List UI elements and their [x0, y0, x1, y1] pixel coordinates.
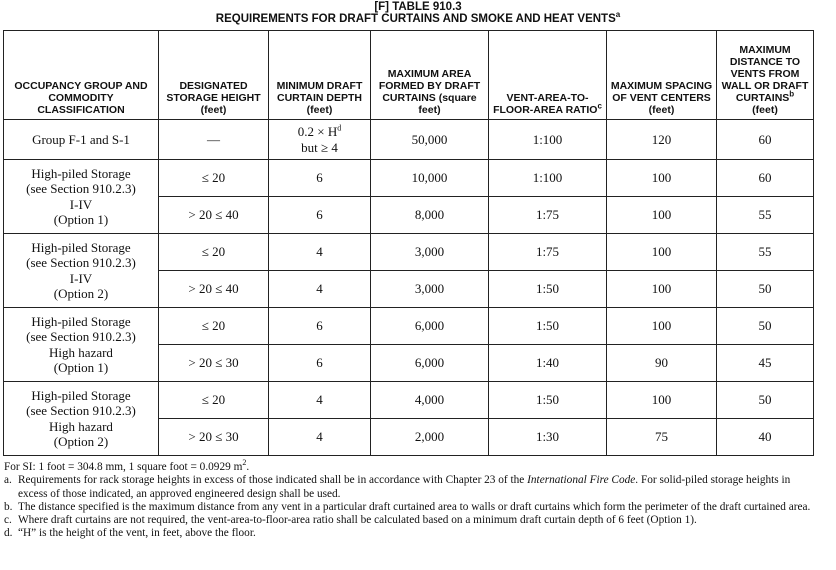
header-max-distance-footnote-ref: b	[789, 89, 795, 99]
vent-ratio-cell: 1:75	[489, 197, 607, 234]
header-occupancy: OCCUPANCY GROUP AND COMMODITY CLASSIFICATION	[4, 31, 159, 120]
curtain-depth-cell: 4	[269, 234, 371, 271]
max-spacing-cell: 100	[607, 308, 717, 345]
curtain-depth-cell: 6	[269, 197, 371, 234]
storage-height-cell: > 20 ≤ 30	[159, 419, 269, 456]
storage-height-cell: —	[159, 120, 269, 160]
header-vent-ratio-text: VENT-AREA-TO-FLOOR-AREA RATIO	[493, 92, 598, 116]
storage-height-cell: ≤ 20	[159, 382, 269, 419]
occupancy-line: (Option 2)	[53, 434, 109, 449]
vent-ratio-cell: 1:50	[489, 308, 607, 345]
occupancy-line: (see Section 910.2.3)	[26, 329, 136, 344]
header-max-distance-unit: (feet)	[752, 104, 778, 116]
max-area-cell: 3,000	[371, 271, 489, 308]
header-curtain-depth: MINIMUM DRAFT CURTAIN DEPTH (feet)	[269, 31, 371, 120]
occupancy-line: (see Section 910.2.3)	[26, 181, 136, 196]
footnote-label: b.	[4, 500, 13, 513]
occupancy-cell	[4, 160, 159, 234]
footnote-b-text: The distance specified is the maximum distance from any vent in a particular draft curtained area to walls or draft curtains which form the perimeter of the draft curtained area.	[18, 500, 811, 513]
curtain-depth-footnote-ref: d	[337, 123, 342, 133]
max-spacing-cell: 100	[607, 160, 717, 197]
max-area-cell: 4,000	[371, 382, 489, 419]
footnote-d-text: “H” is the height of the vent, in feet, above the floor.	[18, 527, 256, 540]
occupancy-line: High hazard	[49, 344, 113, 360]
vent-ratio-cell: 1:40	[489, 345, 607, 382]
occupancy-line: (Option 2)	[53, 286, 109, 301]
curtain-depth-line1: 0.2 × H	[297, 124, 338, 139]
max-distance-cell: 45	[717, 345, 814, 382]
max-distance-cell: 60	[717, 160, 814, 197]
footnotes	[4, 458, 812, 541]
curtain-depth-cell: 6	[269, 308, 371, 345]
footnote-d	[4, 527, 812, 540]
requirements-table	[3, 30, 814, 456]
footnote-si-text: For SI: 1 foot = 304.8 mm, 1 square foot = 0.0929 m	[4, 461, 243, 473]
max-area-cell: 2,000	[371, 419, 489, 456]
table-subtitle-footnote-ref: a	[615, 10, 621, 20]
header-max-area: MAXIMUM AREA FORMED BY DRAFT CURTAINS (square feet)	[371, 31, 489, 120]
footnote-b	[4, 501, 812, 514]
storage-height-cell: ≤ 20	[159, 308, 269, 345]
table-row	[4, 382, 814, 419]
max-area-cell: 3,000	[371, 234, 489, 271]
occupancy-line: High-piled Storage	[31, 313, 131, 329]
curtain-depth-cell: 6	[269, 345, 371, 382]
occupancy-cell: Group F-1 and S-1	[4, 120, 159, 160]
occupancy-line: I-IV	[69, 196, 93, 212]
occupancy-cell	[4, 234, 159, 308]
footnote-label: c.	[4, 514, 12, 527]
storage-height-cell: > 20 ≤ 30	[159, 345, 269, 382]
max-distance-cell: 55	[717, 234, 814, 271]
vent-ratio-cell: 1:100	[489, 160, 607, 197]
header-vent-ratio-footnote-ref: c	[597, 101, 602, 111]
max-area-cell: 10,000	[371, 160, 489, 197]
vent-ratio-cell: 1:75	[489, 234, 607, 271]
header-max-distance-text: MAXIMUM DISTANCE TO VENTS FROM WALL OR DRAFT CURTAINS	[721, 44, 809, 104]
table-subtitle-text: REQUIREMENTS FOR DRAFT CURTAINS AND SMOKE AND HEAT VENTS	[215, 13, 616, 25]
occupancy-line: I-IV	[69, 270, 93, 286]
vent-ratio-cell: 1:50	[489, 271, 607, 308]
footnote-a-text-2: . For solid-piled storage heights in excess of those indicated, an approved engineered design shall be used.	[18, 474, 791, 500]
max-area-cell: 50,000	[371, 120, 489, 160]
occupancy-line: High-piled Storage	[31, 165, 131, 181]
vent-ratio-cell: 1:50	[489, 382, 607, 419]
table-subtitle	[0, 10, 836, 25]
footnote-c	[4, 514, 812, 527]
table-title: [F] TABLE 910.3	[374, 1, 462, 13]
footnote-si-sup: 2	[242, 458, 247, 468]
storage-height-cell: > 20 ≤ 40	[159, 271, 269, 308]
max-area-cell: 6,000	[371, 345, 489, 382]
storage-height-cell: > 20 ≤ 40	[159, 197, 269, 234]
footnote-si	[4, 458, 812, 474]
curtain-depth-cell: 4	[269, 271, 371, 308]
max-area-cell: 6,000	[371, 308, 489, 345]
storage-height-cell: ≤ 20	[159, 160, 269, 197]
header-row	[4, 31, 814, 120]
max-distance-cell: 50	[717, 382, 814, 419]
footnote-label: d.	[4, 527, 13, 540]
storage-height-cell: ≤ 20	[159, 234, 269, 271]
table-row	[4, 120, 814, 160]
max-distance-cell: 60	[717, 120, 814, 160]
max-spacing-cell: 100	[607, 197, 717, 234]
max-spacing-cell: 100	[607, 234, 717, 271]
header-max-spacing: MAXIMUM SPACING OF VENT CENTERS (feet)	[607, 31, 717, 120]
max-spacing-cell: 120	[607, 120, 717, 160]
occupancy-line: High-piled Storage	[31, 387, 131, 403]
max-distance-cell: 50	[717, 308, 814, 345]
max-distance-cell: 55	[717, 197, 814, 234]
occupancy-cell	[4, 382, 159, 456]
occupancy-line: High-piled Storage	[31, 239, 131, 255]
curtain-depth-cell	[269, 120, 371, 160]
vent-ratio-cell: 1:100	[489, 120, 607, 160]
vent-ratio-cell: 1:30	[489, 419, 607, 456]
max-distance-cell: 40	[717, 419, 814, 456]
footnote-c-text: Where draft curtains are not required, the vent-area-to-floor-area ratio shall be calculated based on a minimum draft curtain depth of 6 feet (Option 1).	[18, 514, 697, 527]
max-spacing-cell: 90	[607, 345, 717, 382]
curtain-depth-line2: but ≥ 4	[301, 139, 338, 155]
table-row	[4, 234, 814, 271]
curtain-depth-cell: 4	[269, 419, 371, 456]
footnote-a-text-1: Requirements for rack storage heights in excess of those indicated shall be in accordance with Chapter 23 of the	[18, 474, 528, 487]
footnote-si-end: .	[246, 461, 250, 473]
occupancy-line: (see Section 910.2.3)	[26, 255, 136, 270]
max-spacing-cell: 100	[607, 271, 717, 308]
footnote-a	[4, 474, 812, 501]
occupancy-line: (Option 1)	[53, 360, 109, 375]
max-spacing-cell: 75	[607, 419, 717, 456]
header-max-distance	[717, 31, 814, 120]
header-storage-height: DESIGNATED STORAGE HEIGHT (feet)	[159, 31, 269, 120]
max-distance-cell: 50	[717, 271, 814, 308]
table-row	[4, 308, 814, 345]
max-area-cell: 8,000	[371, 197, 489, 234]
occupancy-cell	[4, 308, 159, 382]
occupancy-line: (see Section 910.2.3)	[26, 403, 136, 418]
max-spacing-cell: 100	[607, 382, 717, 419]
table-row	[4, 160, 814, 197]
footnote-a-italic: International Fire Code	[527, 474, 636, 487]
occupancy-line: (Option 1)	[53, 212, 109, 227]
curtain-depth-cell: 6	[269, 160, 371, 197]
header-vent-ratio	[489, 31, 607, 120]
footnote-label: a.	[4, 474, 12, 487]
curtain-depth-cell: 4	[269, 382, 371, 419]
occupancy-line: High hazard	[49, 418, 113, 434]
